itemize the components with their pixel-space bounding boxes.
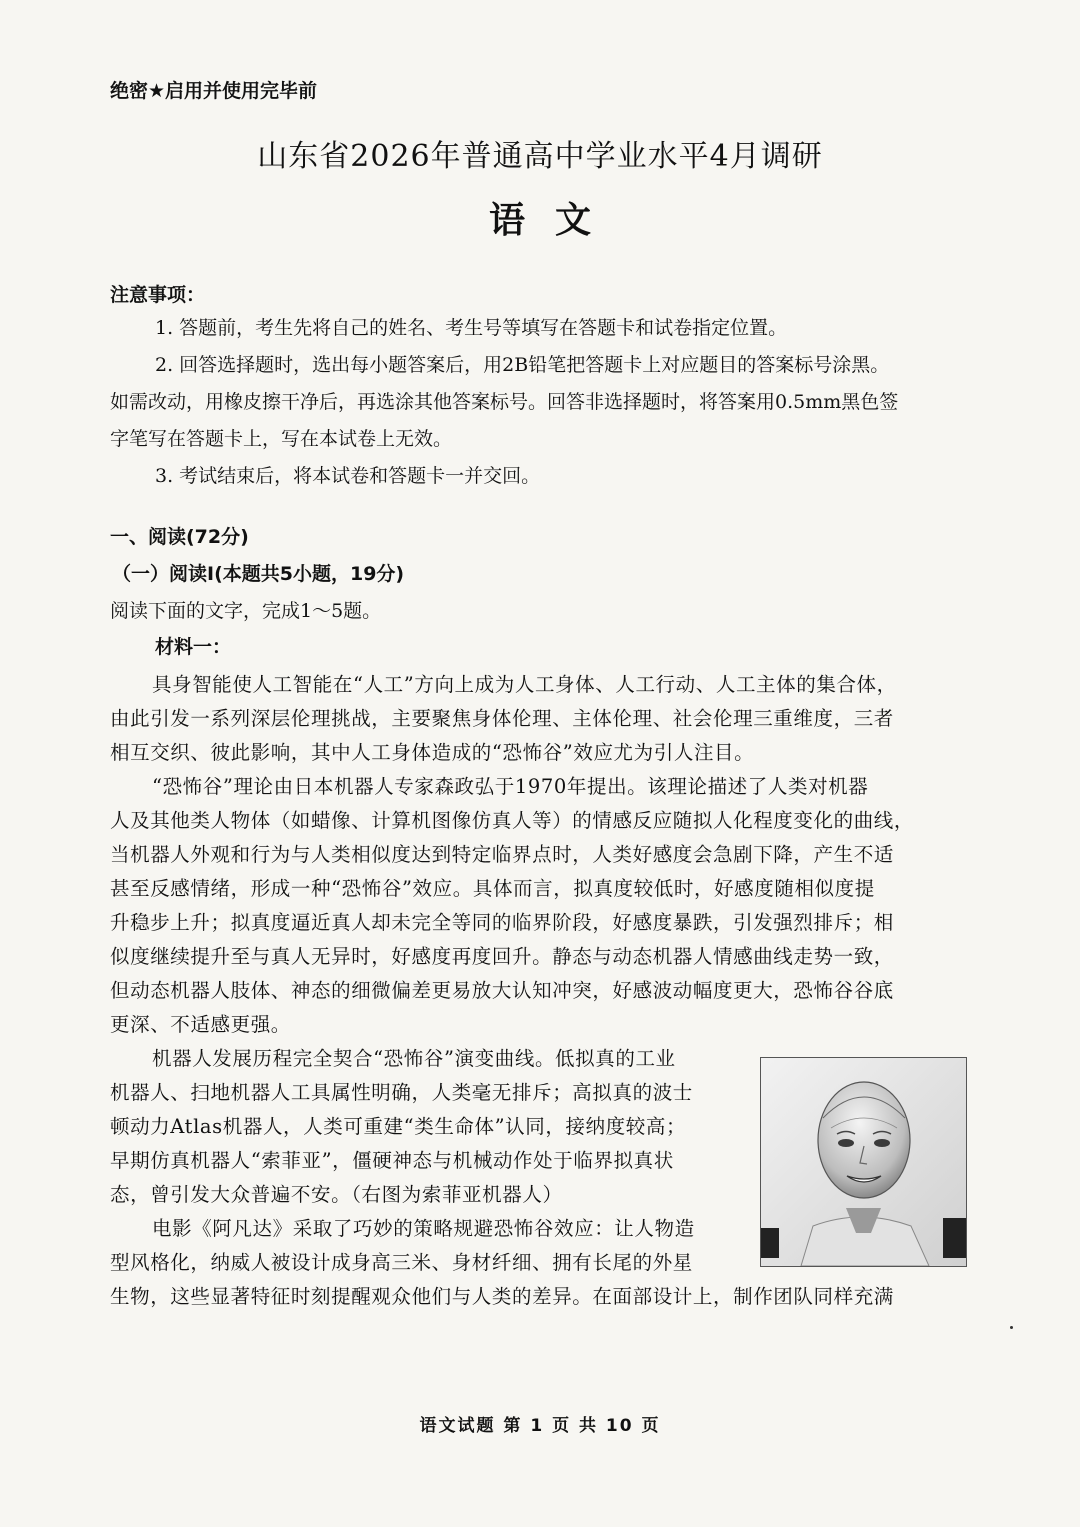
passage-line: 机器人、扫地机器人工具属性明确，人类毫无排斥；高拟真的波士 — [110, 1081, 693, 1104]
reading-instruction: 阅读下面的文字，完成1～5题。 — [110, 600, 382, 622]
notice-heading: 注意事项： — [110, 284, 206, 306]
notice-line: 3. 考试结束后，将本试卷和答题卡一并交回。 — [155, 465, 541, 487]
subsection-heading: （一）阅读Ⅰ(本题共5小题，19分) — [112, 563, 405, 585]
passage-line: 甚至反感情绪，形成一种“恐怖谷”效应。具体而言，拟真度较低时，好感度随相似度提 — [110, 877, 875, 900]
passage-line: 型风格化，纳威人被设计成身高三米、身材纤细、拥有长尾的外星 — [110, 1251, 693, 1274]
passage-line: 人及其他类人物体（如蜡像、计算机图像仿真人等）的情感反应随拟人化程度变化的曲线， — [110, 809, 915, 832]
passage-line: 机器人发展历程完全契合“恐怖谷”演变曲线。低拟真的工业 — [152, 1047, 676, 1070]
section-heading: 一、阅读(72分) — [110, 526, 249, 548]
passage-line: 似度继续提升至与真人无异时，好感度再度回升。静态与动态机器人情感曲线走势一致， — [110, 945, 894, 968]
subject-title: 语文 — [488, 200, 621, 241]
passage-line: 但动态机器人肢体、神态的细微偏差更易放大认知冲突，好感波动幅度更大，恐怖谷谷底 — [110, 979, 894, 1002]
notice-line: 2. 回答选择题时，选出每小题答案后，用2B铅笔把答题卡上对应题目的答案标号涂黑。 — [155, 354, 890, 376]
passage-line: 早期仿真机器人“索菲亚”，僵硬神态与机械动作处于临界拟真状 — [110, 1149, 674, 1172]
passage-line: 由此引发一系列深层伦理挑战，主要聚焦身体伦理、主体伦理、社会伦理三重维度，三者 — [110, 707, 894, 730]
passage-line: 更深、不适感更强。 — [110, 1013, 291, 1036]
material-label: 材料一： — [155, 636, 232, 658]
notice-line: 字笔写在答题卡上，写在本试卷上无效。 — [110, 428, 453, 450]
passage-line: 具身智能使人工智能在“人工”方向上成为人工身体、人工行动、人工主体的集合体， — [152, 673, 897, 696]
confidential-mark: 绝密★启用并使用完毕前 — [110, 80, 318, 102]
passage-line: 相互交织、彼此影响，其中人工身体造成的“恐怖谷”效应尤为引人注目。 — [110, 741, 755, 764]
passage-line: 态，曾引发大众普遍不安。（右图为索菲亚机器人） — [110, 1183, 563, 1206]
notice-line: 如需改动，用橡皮擦干净后，再选涂其他答案标号。回答非选择题时，将答案用0.5mm黑色签 — [110, 391, 899, 413]
passage-line: 升稳步上升；拟真度逼近真人却未完全等同的临界阶段，好感度暴跌，引发强烈排斥；相 — [110, 911, 894, 934]
passage-line: “恐怖谷”理论由日本机器人专家森政弘于1970年提出。该理论描述了人类对机器 — [152, 775, 869, 798]
passage-line: 顿动力Atlas机器人，人类可重建“类生命体”认同，接纳度较高； — [110, 1115, 687, 1138]
passage-line: 当机器人外观和行为与人类相似度达到特定临界点时，人类好感度会急剧下降，产生不适 — [110, 843, 894, 866]
sophia-robot-photo — [760, 1057, 967, 1267]
notice-line: 1. 答题前，考生先将自己的姓名、考生号等填写在答题卡和试卷指定位置。 — [155, 317, 788, 339]
exam-title: 山东省2026年普通高中学业水平4月调研 — [257, 139, 823, 174]
page-footer: 语文试题 第 1 页 共 10 页 — [419, 1416, 661, 1436]
passage-line: 电影《阿凡达》采取了巧妙的策略规避恐怖谷效应：让人物造 — [152, 1217, 695, 1240]
scan-speck — [1010, 1326, 1013, 1329]
passage-line: 生物，这些显著特征时刻提醒观众他们与人类的差异。在面部设计上，制作团队同样充满 — [110, 1285, 894, 1308]
